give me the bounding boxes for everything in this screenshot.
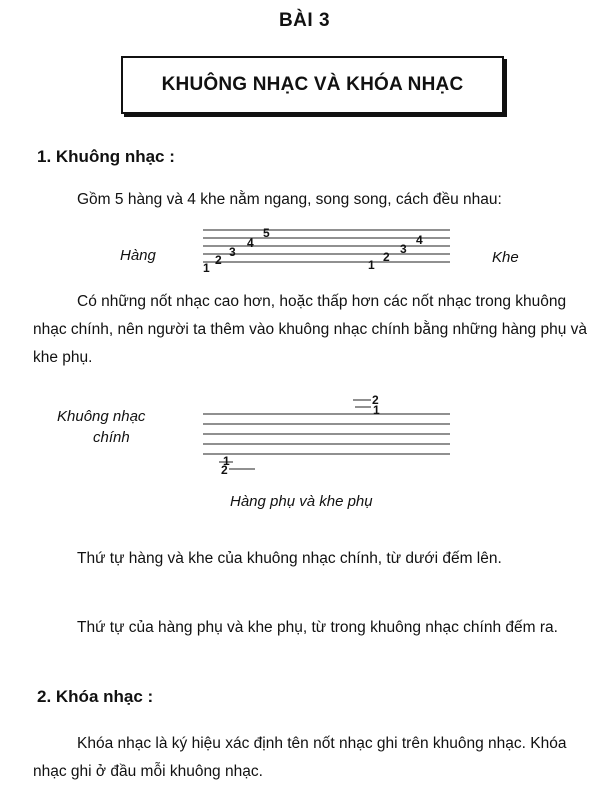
lines-label: Hàng	[120, 247, 156, 264]
space-number-4: 4	[416, 233, 423, 247]
main-staff-label-line2: chính	[93, 429, 130, 446]
line-number-1: 1	[203, 261, 210, 275]
line-number-2: 2	[215, 253, 222, 267]
main-staff-label-line1: Khuông nhạc	[57, 408, 146, 425]
space-number-3: 3	[400, 242, 407, 256]
staff-diagram-ledger	[195, 392, 460, 476]
staff-diagram-lines-spaces	[195, 222, 460, 280]
section-1-paragraph-4: Thứ tự của hàng phụ và khe phụ, từ trong khuông nhạc chính đếm ra.	[77, 619, 558, 636]
section-1-intro: Gồm 5 hàng và 4 khe nằm ngang, song song, cách đều nhau:	[77, 191, 502, 208]
section-2-heading: 2. Khóa nhạc :	[37, 687, 154, 706]
upper-ledger-number-1: 1	[373, 403, 380, 417]
page-title: KHUÔNG NHẠC VÀ KHÓA NHẠC	[161, 74, 464, 95]
lower-ledger-number-2: 2	[221, 463, 228, 476]
line-number-5: 5	[263, 226, 270, 240]
section-2-paragraph-1: Khóa nhạc là ký hiệu xác định tên nốt nhạc ghi trên khuông nhạc. Khóa nhạc ghi ở đầu mỗi khuông nhạc.	[33, 735, 567, 780]
space-number-1: 1	[368, 258, 375, 272]
space-number-2: 2	[383, 250, 390, 264]
upper-ledger-number-2: 2	[372, 393, 379, 407]
title-box	[121, 56, 504, 114]
spaces-label: Khe	[492, 249, 519, 266]
section-1-heading: 1. Khuông nhạc :	[37, 147, 175, 166]
ledger-caption: Hàng phụ và khe phụ	[230, 493, 373, 510]
section-1-paragraph-2: Có những nốt nhạc cao hơn, hoặc thấp hơn các nốt nhạc trong khuông nhạc chính, nên người ta thêm vào khuông nhạc chính bằng những hàng phụ và khe phụ.	[33, 293, 588, 366]
lesson-number: BÀI 3	[278, 10, 331, 31]
section-1-paragraph-3: Thứ tự hàng và khe của khuông nhạc chính, từ dưới đếm lên.	[77, 550, 502, 567]
lower-ledger-number-1: 1	[223, 454, 230, 468]
line-number-3: 3	[229, 245, 236, 259]
line-number-4: 4	[247, 236, 254, 250]
